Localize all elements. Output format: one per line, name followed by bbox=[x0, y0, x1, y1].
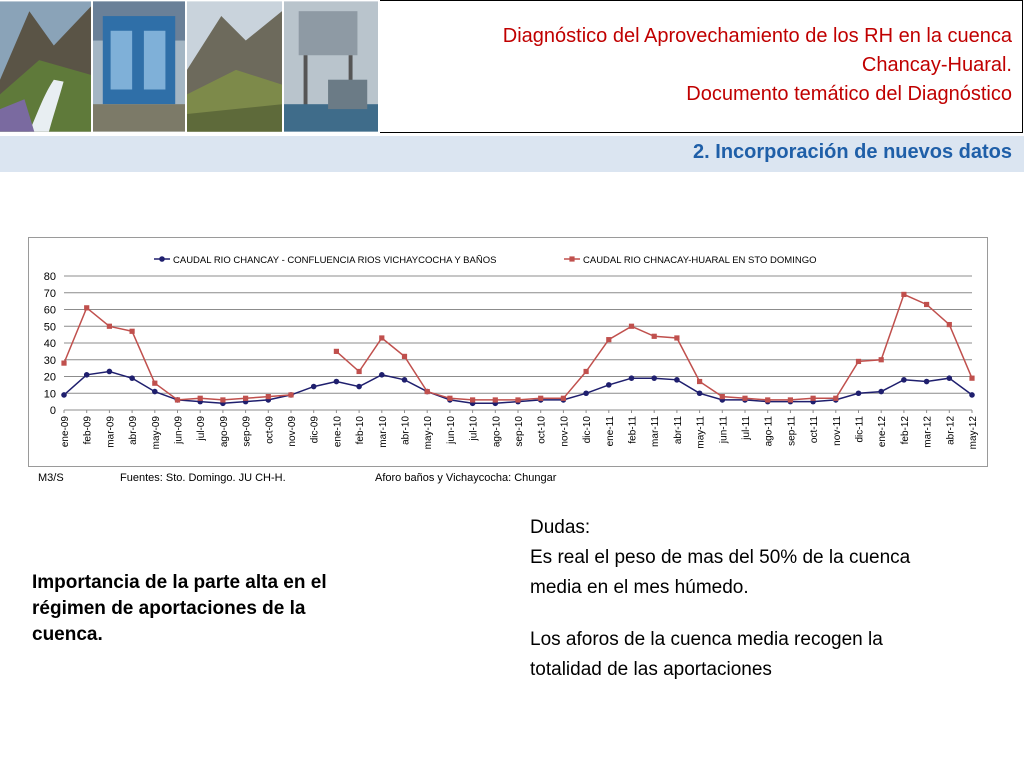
series-2-point bbox=[334, 349, 339, 354]
series-2-point bbox=[947, 322, 952, 327]
series-2-point bbox=[538, 396, 543, 401]
y-tick-label: 30 bbox=[43, 354, 56, 367]
units-label: M3/S bbox=[38, 472, 64, 484]
y-tick-label: 70 bbox=[43, 287, 56, 300]
x-tick-label: feb-10 bbox=[355, 416, 367, 445]
series-2-point bbox=[402, 354, 407, 359]
x-tick-label: nov-09 bbox=[287, 416, 298, 447]
x-tick-label: oct-10 bbox=[536, 416, 548, 444]
series-2-point bbox=[288, 392, 293, 397]
series-2-point bbox=[879, 357, 884, 362]
series-2-point bbox=[765, 397, 770, 402]
series-2-point bbox=[742, 396, 747, 401]
series-2-point bbox=[515, 397, 520, 402]
x-tick-label: mar-12 bbox=[922, 416, 934, 448]
series-2-point bbox=[901, 292, 906, 297]
series-line-2 bbox=[64, 294, 972, 400]
series-2-point bbox=[629, 324, 634, 329]
series-1-point bbox=[856, 390, 862, 396]
doubts-heading: Dudas: bbox=[530, 517, 591, 538]
x-tick-label: feb-12 bbox=[899, 416, 911, 445]
series-2-point bbox=[243, 396, 248, 401]
series-2-point bbox=[61, 361, 66, 366]
series-2-point bbox=[425, 389, 430, 394]
series-2-point bbox=[811, 396, 816, 401]
series-2-point bbox=[175, 397, 180, 402]
importance-note: Importancia de la parte alta en el régimen de aportaciones de la cuenca. bbox=[32, 572, 327, 645]
x-tick-label: jul-11 bbox=[741, 416, 752, 440]
x-tick-label: may-11 bbox=[695, 416, 707, 449]
x-tick-label: ene-09 bbox=[60, 416, 71, 448]
series-1-point bbox=[334, 379, 340, 385]
x-tick-label: dic-10 bbox=[582, 416, 594, 444]
x-tick-label: ene-12 bbox=[877, 416, 889, 448]
y-tick-label: 50 bbox=[43, 321, 56, 334]
x-tick-label: oct-09 bbox=[264, 416, 276, 444]
series-2-point bbox=[674, 335, 679, 340]
x-tick-label: sep-11 bbox=[786, 416, 798, 446]
doubts-text: Es real el peso de mas del 50% de la cuenca media en el mes húmedo. bbox=[530, 547, 911, 598]
x-tick-label: dic-09 bbox=[309, 416, 321, 444]
series-2-point bbox=[833, 396, 838, 401]
series-2-point bbox=[493, 397, 498, 402]
series-1-point bbox=[107, 369, 113, 375]
water-gate-photo bbox=[93, 0, 187, 133]
y-tick-label: 80 bbox=[43, 271, 56, 283]
legend-label-2: CAUDAL RIO CHNACAY-HUARAL EN STO DOMINGO bbox=[583, 255, 817, 266]
x-tick-label: ene-11 bbox=[604, 416, 616, 447]
y-tick-label: 0 bbox=[49, 405, 56, 417]
x-tick-label: ene-10 bbox=[332, 416, 344, 448]
series-2-point bbox=[84, 305, 89, 310]
series-1-point bbox=[697, 390, 703, 396]
sources-label: Fuentes: Sto. Domingo. JU CH-H. bbox=[120, 472, 286, 484]
x-tick-label: abr-10 bbox=[400, 416, 412, 445]
series-1-point bbox=[152, 389, 158, 395]
series-2-point bbox=[561, 396, 566, 401]
series-2-point bbox=[606, 337, 611, 342]
y-tick-label: 60 bbox=[43, 304, 56, 317]
series-1-point bbox=[379, 372, 385, 378]
y-tick-label: 10 bbox=[43, 388, 56, 401]
x-tick-label: feb-11 bbox=[627, 416, 639, 444]
title-line-3: Documento temático del Diagnóstico bbox=[686, 83, 1012, 105]
series-1-point bbox=[61, 392, 67, 398]
series-1-point bbox=[901, 377, 907, 383]
series-2-point bbox=[856, 359, 861, 364]
x-tick-label: nov-11 bbox=[831, 416, 843, 446]
series-1-point bbox=[583, 390, 589, 396]
series-1-point bbox=[129, 375, 135, 381]
x-tick-label: ago-10 bbox=[491, 416, 503, 448]
series-2-point bbox=[357, 369, 362, 374]
x-tick-label: oct-11 bbox=[809, 416, 821, 444]
series-1-point bbox=[674, 377, 680, 383]
x-tick-label: abr-11 bbox=[672, 416, 684, 445]
legend-marker-1 bbox=[159, 256, 165, 262]
x-tick-label: abr-12 bbox=[945, 416, 957, 445]
series-2-point bbox=[379, 335, 384, 340]
series-1-point bbox=[629, 375, 635, 381]
series-2-point bbox=[652, 334, 657, 339]
series-2-point bbox=[969, 376, 974, 381]
x-tick-label: mar-09 bbox=[105, 416, 117, 448]
series-1-point bbox=[651, 375, 657, 381]
series-1-point bbox=[311, 384, 317, 390]
legend-marker-2 bbox=[569, 256, 574, 261]
series-1-point bbox=[606, 382, 612, 388]
x-tick-label: jun-10 bbox=[445, 416, 457, 444]
x-tick-label: sep-10 bbox=[514, 416, 525, 447]
x-tick-label: jun-11 bbox=[718, 416, 730, 444]
series-1-point bbox=[356, 384, 362, 390]
valley-photo bbox=[187, 0, 284, 133]
x-tick-label: may-12 bbox=[968, 416, 979, 450]
aforos-text: Los aforos de la cuenca media recogen la totalidad de las aportaciones bbox=[530, 629, 883, 680]
header bbox=[0, 0, 1024, 134]
title-line-1: Diagnóstico del Aprovechamiento de los RH en la cuenca bbox=[502, 25, 1012, 47]
x-tick-label: may-10 bbox=[423, 416, 435, 450]
x-tick-label: mar-10 bbox=[377, 416, 389, 448]
doubts-note bbox=[530, 513, 930, 685]
series-1-point bbox=[402, 377, 408, 383]
section-title: 2. Incorporación de nuevos datos bbox=[693, 141, 1012, 163]
series-1-point bbox=[947, 375, 953, 381]
series-2-point bbox=[697, 379, 702, 384]
x-tick-label: jun-09 bbox=[173, 416, 185, 444]
series-2-point bbox=[924, 302, 929, 307]
y-tick-label: 40 bbox=[43, 338, 56, 350]
photo-strip bbox=[0, 0, 380, 133]
x-tick-label: ago-09 bbox=[218, 416, 230, 448]
x-tick-label: may-09 bbox=[150, 416, 162, 450]
title-line-2: Chancay-Huaral. bbox=[861, 54, 1012, 76]
x-tick-label: jul-10 bbox=[468, 416, 480, 441]
series-2-point bbox=[788, 397, 793, 402]
x-tick-label: nov-10 bbox=[559, 416, 571, 447]
aforo-label: Aforo baños y Vichaycocha: Chungar bbox=[375, 472, 557, 484]
series-2-point bbox=[266, 394, 271, 399]
x-tick-label: feb-09 bbox=[82, 416, 94, 445]
mountain-stream-photo bbox=[0, 0, 93, 133]
x-tick-label: abr-09 bbox=[128, 416, 140, 445]
series-1-point bbox=[924, 379, 930, 385]
presentation-title bbox=[503, 22, 1012, 109]
chart-container bbox=[28, 237, 988, 467]
series-1-point bbox=[878, 389, 884, 395]
series-1-point bbox=[84, 372, 90, 378]
series-2-point bbox=[720, 394, 725, 399]
water-tank-photo bbox=[284, 0, 380, 133]
line-chart bbox=[29, 238, 987, 466]
x-tick-label: sep-09 bbox=[241, 416, 253, 447]
series-2-point bbox=[470, 397, 475, 402]
section-bar bbox=[0, 136, 1024, 172]
series-1-point bbox=[969, 392, 975, 398]
x-tick-label: jul-09 bbox=[196, 416, 208, 441]
series-2-point bbox=[220, 397, 225, 402]
x-tick-label: mar-11 bbox=[650, 416, 662, 447]
series-2-point bbox=[198, 396, 203, 401]
series-2-point bbox=[130, 329, 135, 334]
y-tick-label: 20 bbox=[43, 371, 56, 384]
series-2-point bbox=[107, 324, 112, 329]
x-tick-label: dic-11 bbox=[854, 416, 866, 443]
series-2-point bbox=[152, 381, 157, 386]
series-2-point bbox=[447, 396, 452, 401]
x-tick-label: ago-11 bbox=[763, 416, 775, 447]
series-2-point bbox=[584, 369, 589, 374]
legend-label-1: CAUDAL RIO CHANCAY - CONFLUENCIA RIOS VICHAYCOCHA Y BAÑOS bbox=[173, 255, 497, 266]
